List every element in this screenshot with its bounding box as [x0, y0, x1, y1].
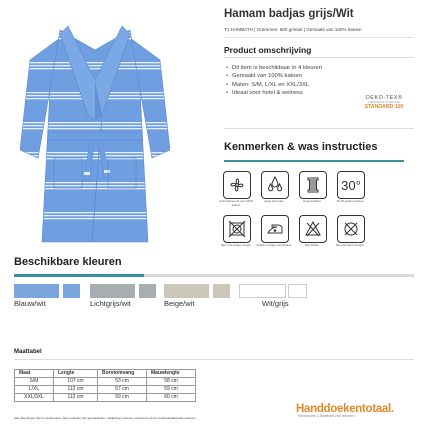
- colors-heading: Beschikbare kleuren: [14, 256, 122, 268]
- table-cell: 53 cm: [98, 378, 147, 386]
- table-cell: 112 cm: [54, 386, 98, 394]
- icon-caption: Niet in de droger drogen: [220, 243, 252, 247]
- icon-caption: Hoge absorptie: [264, 199, 284, 203]
- swatch-lightgrey[interactable]: [90, 284, 135, 298]
- oeko-tex-logo-text: OEKO-TEX®: [365, 95, 403, 101]
- swatch-label: Blauw/wit: [14, 299, 46, 308]
- no-bleach-icon: [299, 215, 327, 243]
- swatch-white[interactable]: [239, 284, 286, 298]
- drops-icon: [261, 171, 289, 199]
- product-subtitle: T1-HAMBATH | Grammen: 500 gr/stuk | Gemaakt van 100% katoen: [224, 27, 362, 32]
- features-heading-underline: [224, 160, 404, 162]
- swatch-blue[interactable]: [14, 284, 59, 298]
- oeko-tex-standard: STANDARD 100: [364, 104, 404, 110]
- icon-caption: Lucht afvoerend voor 100% katoen: [218, 199, 254, 207]
- table-cell: XXL/3XL: [15, 394, 54, 402]
- swatch-beige[interactable]: [164, 284, 209, 298]
- table-row: [15, 394, 196, 402]
- description-heading: Product omschrijving: [224, 45, 312, 55]
- column-header: Lengte: [54, 370, 98, 378]
- oeko-tex-tagline: CONFIDENCE IN TEXTILES: [367, 101, 401, 104]
- divider: [224, 37, 414, 38]
- table-cell: 57 cm: [98, 386, 147, 394]
- swatch-blue-accent: [63, 284, 80, 298]
- table-cell: 60 cm: [147, 394, 196, 402]
- swatch-label: Beige/wit: [164, 299, 195, 308]
- divider: [14, 359, 414, 360]
- features-heading: Kenmerken & was instructies: [224, 141, 378, 153]
- oeko-tex-badge: [354, 95, 414, 110]
- iron-low-icon: [261, 215, 289, 243]
- table-cell: 59 cm: [98, 394, 147, 402]
- size-table-heading: Maattabel: [14, 349, 42, 355]
- swatch-lightgrey-accent: [139, 284, 156, 298]
- table-cell: 59 cm: [147, 386, 196, 394]
- brand-logo-text: Handdoekentotaal.: [296, 403, 394, 415]
- table-header-row: [15, 370, 196, 378]
- swatch-beige-accent: [213, 284, 230, 298]
- icon-caption: Niet chemisch reinigen: [335, 243, 365, 247]
- colors-heading-underline: [14, 274, 414, 277]
- bathrobe-image: [20, 20, 170, 245]
- table-row: [15, 386, 196, 394]
- icon-caption: Tot 30 graden wassen: [336, 199, 364, 203]
- table-cell: 58 cm: [147, 378, 196, 386]
- swatch-label: Lichtgrijs/wit: [90, 299, 131, 308]
- description-list: [226, 64, 322, 97]
- divider: [224, 128, 414, 129]
- no-tumble-dry-icon: [337, 215, 365, 243]
- column-header: Borstomvang: [98, 370, 147, 378]
- table-row: [15, 378, 196, 386]
- icon-caption: Hoge kwaliteit: [303, 199, 321, 203]
- size-table-footnote: Alle afmetingen zijn in centimeters. Alle metingen zijn gemiddelden, afwijkingen kunnen voorkomen door productie/fabricatie redenen.: [14, 416, 197, 420]
- brand-logo[interactable]: [296, 403, 394, 418]
- swatch-label: Wit/grijs: [262, 299, 289, 308]
- fan-icon: [223, 171, 251, 199]
- product-title: Hamam badjas grijs/Wit: [224, 8, 354, 20]
- table-cell: 112 cm: [54, 394, 98, 402]
- description-item: • Dit item is beschikbaar in 4 kleuren: [226, 64, 322, 72]
- no-dry-clean-icon: [223, 215, 251, 243]
- table-cell: 107 cm: [54, 378, 98, 386]
- table-cell: S/M: [15, 378, 54, 386]
- brand-tagline: Handdoeken & Badtextiel voor iedereen: [298, 414, 355, 418]
- size-table: [14, 369, 196, 402]
- icon-caption: Strijken op lage temperatuur: [256, 243, 292, 247]
- description-item: • Ideaal voor hotel & welness: [226, 89, 322, 97]
- wash-30-icon: [337, 171, 365, 199]
- swatch-white-accent: [288, 284, 307, 298]
- wash-temperature: 30°: [341, 177, 361, 193]
- column-header: Maat: [15, 370, 54, 378]
- divider: [224, 57, 414, 58]
- table-cell: L/XL: [15, 386, 54, 394]
- column-header: Mauwlengte: [147, 370, 196, 378]
- spool-icon: [299, 171, 327, 199]
- description-item: • Maten: S/M, L/XL en XXL/3XL: [226, 81, 322, 89]
- icon-caption: Niet bleken: [305, 243, 319, 247]
- description-item: • Gemaakt van 100% katoen: [226, 72, 322, 80]
